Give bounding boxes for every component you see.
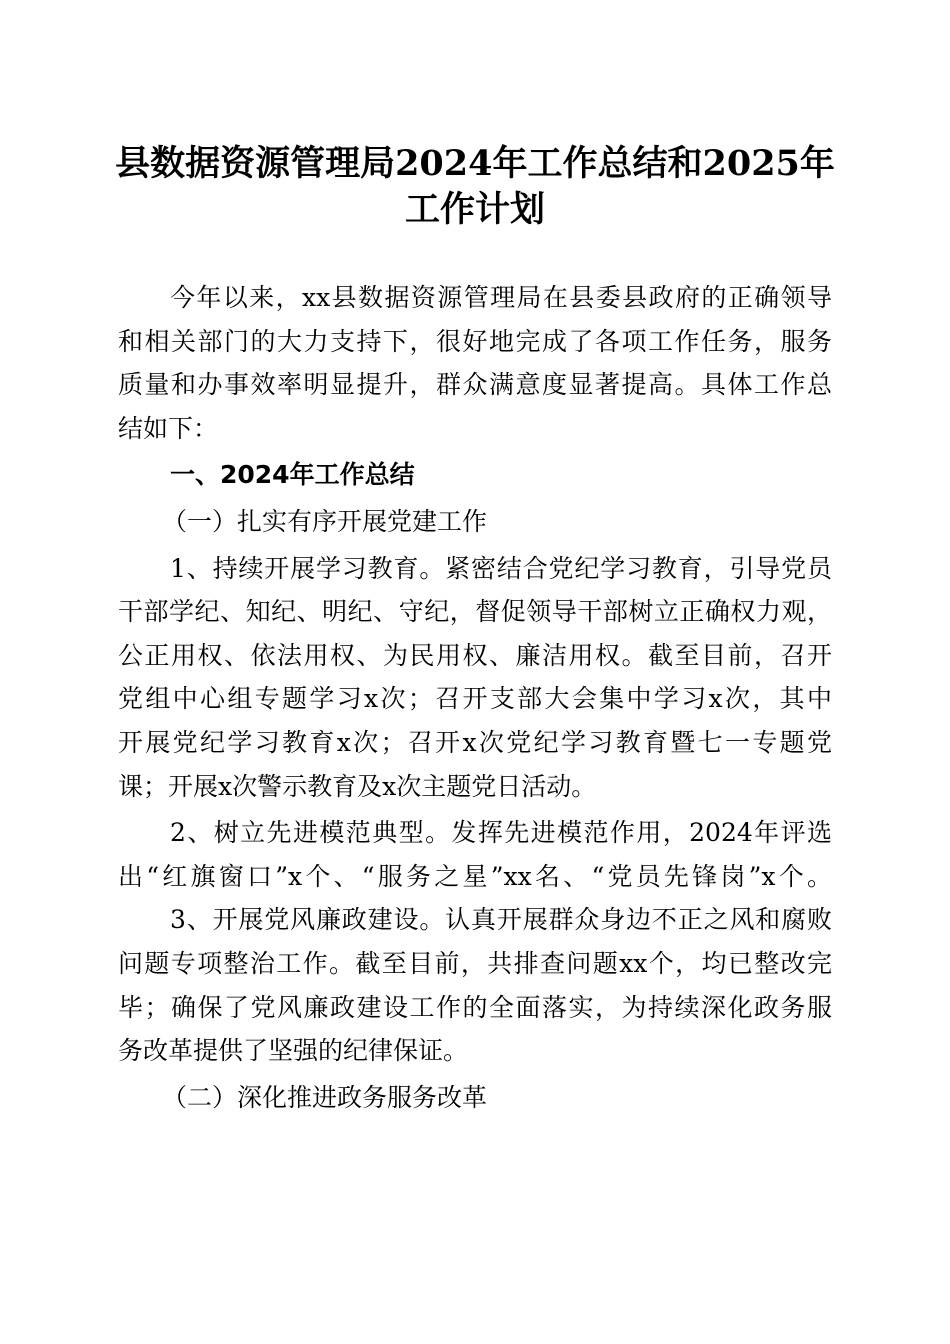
- document-body: [118, 276, 832, 1119]
- text-line: 3、开展党风廉政建设。认真开展群众身边不正之风和腐败: [170, 905, 832, 935]
- text-line: 课；开展x次警示教育及x次主题党日活动。: [118, 771, 597, 801]
- document-title-line-2: 工作计划: [404, 189, 545, 230]
- text-line: 问题专项整治工作。截至目前，共排查问题xx个，均已整改完: [118, 948, 832, 978]
- subsection-heading: （二）深化推进政务服务改革: [162, 1082, 488, 1112]
- subsection-heading: （一）扎实有序开展党建工作: [162, 506, 488, 536]
- text-line: 1、持续开展学习教育。紧密结合党纪学习教育，引导党员: [170, 553, 832, 583]
- item-2-paragraph: [118, 811, 832, 898]
- item-1-paragraph: [118, 547, 832, 809]
- text-line: 结如下：: [118, 413, 219, 443]
- text-line: 和相关部门的大力支持下，很好地完成了各项工作任务，服务: [118, 326, 832, 356]
- text-line: 公正用权、依法用权、为民用权、廉洁用权。截至目前，召开: [118, 640, 832, 670]
- text-line: 毕；确保了党风廉政建设工作的全面落实，为持续深化政务服: [118, 992, 832, 1022]
- text-line: 开展党纪学习教育x次；召开x次党纪学习教育暨七一专题党: [118, 727, 832, 757]
- text-line: 出“红旗窗口”x个、“服务之星”xx名、“党员先锋岗”x个。: [118, 861, 832, 891]
- text-line: 2、树立先进模范典型。发挥先进模范作用，2024年评选: [170, 818, 832, 848]
- text-line: 今年以来，xx县数据资源管理局在县委县政府的正确领导: [170, 283, 832, 312]
- text-line: 干部学纪、知纪、明纪、守纪，督促领导干部树立正确权力观，: [118, 597, 832, 627]
- text-line: 党组中心组专题学习x次；召开支部大会集中学习x次，其中: [118, 684, 832, 714]
- item-3-paragraph: [118, 898, 832, 1072]
- text-line: 务改革提供了坚强的纪律保证。: [118, 1036, 469, 1066]
- section-heading: 一、2024年工作总结: [170, 460, 415, 490]
- document-title-line-1: 县数据资源管理局2024年工作总结和2025年: [115, 143, 835, 184]
- text-line: 质量和办事效率明显提升，群众满意度显著提高。具体工作总: [118, 370, 832, 400]
- intro-paragraph: [118, 276, 832, 450]
